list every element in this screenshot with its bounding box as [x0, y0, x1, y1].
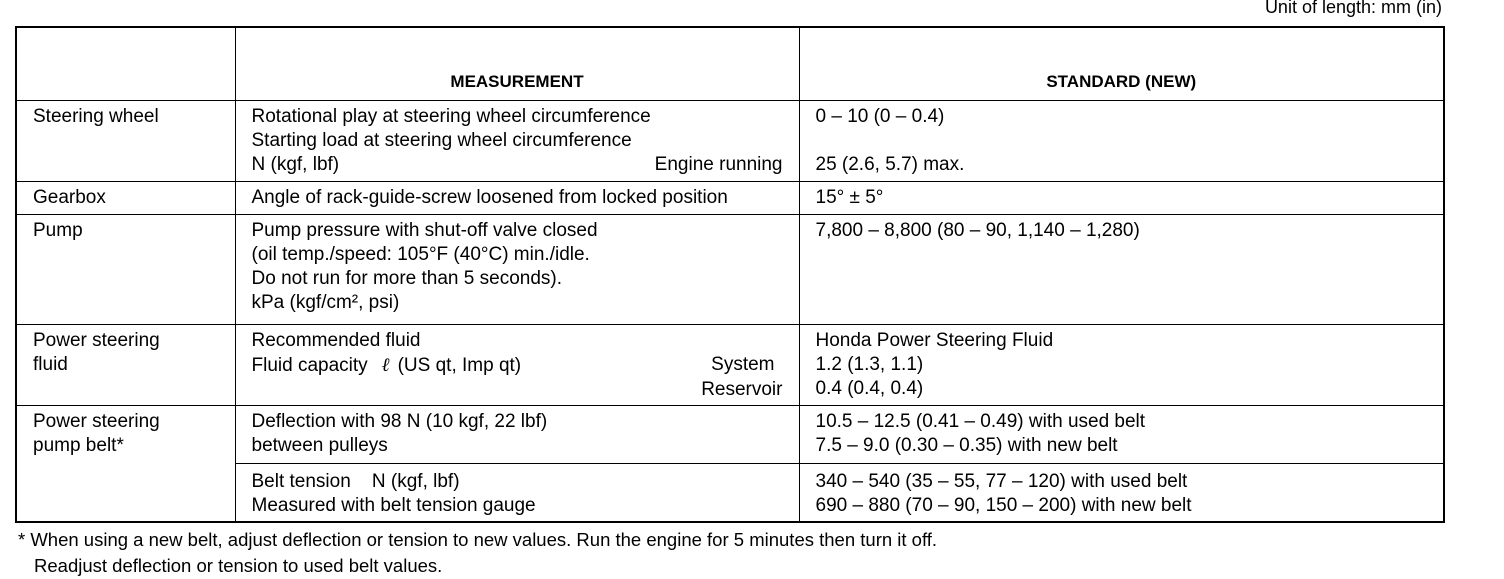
category-label: Power steering [33, 330, 160, 351]
standard-value: 690 – 880 (70 – 90, 150 – 200) with new belt [815, 495, 1192, 516]
standard-cell [799, 215, 1444, 325]
measurement-units: N (kgf, lbf) [251, 154, 340, 175]
standard-cell [799, 325, 1444, 406]
table-row [16, 215, 1444, 325]
liter-symbol: ℓ [381, 354, 390, 376]
footnote-line: Readjust deflection or tension to used belt values. [34, 555, 443, 576]
measurement-line: Starting load at steering wheel circumference [251, 130, 632, 151]
measurement-line: Do not run for more than 5 seconds). [251, 268, 562, 289]
row-category [16, 182, 235, 215]
standard-value: 340 – 540 (35 – 55, 77 – 120) with used belt [815, 471, 1188, 492]
category-label: Pump [33, 220, 83, 241]
measurement-condition: System [711, 354, 775, 375]
standard-value: 10.5 – 12.5 (0.41 – 0.49) with used belt [815, 411, 1146, 432]
fluid-capacity-label [252, 353, 522, 378]
row-category [16, 325, 235, 406]
measurement-line: (oil temp./speed: 105°F (40°C) min./idle. [251, 244, 590, 265]
standard-value: 15° ± 5° [815, 187, 884, 208]
standard-value: Honda Power Steering Fluid [815, 330, 1054, 351]
category-label: Power steering [33, 411, 160, 432]
measurement-cell [235, 406, 799, 464]
standard-value: 7.5 – 9.0 (0.30 – 0.35) with new belt [815, 435, 1118, 456]
standard-value: 7,800 – 8,800 (80 – 90, 1,140 – 1,280) [815, 220, 1140, 241]
measurement-line: Rotational play at steering wheel circumference [251, 106, 651, 127]
measurement-line: Angle of rack-guide-screw loosened from locked position [251, 187, 728, 208]
category-label: pump belt* [33, 435, 124, 456]
standard-value: 0.4 (0.4, 0.4) [815, 378, 924, 399]
category-label: Gearbox [33, 187, 106, 208]
category-label: Steering wheel [33, 106, 159, 127]
spacer [816, 129, 1428, 153]
measurement-line: Recommended fluid [251, 330, 421, 351]
row-category [16, 215, 235, 325]
footnote [18, 527, 937, 579]
measurement-line [252, 353, 783, 378]
standard-value: 25 (2.6, 5.7) max. [815, 154, 965, 175]
capacity-text: Fluid capacity [251, 355, 368, 376]
standard-value: 1.2 (1.3, 1.1) [815, 354, 924, 375]
table-row [16, 182, 1444, 215]
footnote-line: * When using a new belt, adjust deflection or tension to new values. Run the engine for 5 minutes then turn it off. [18, 529, 938, 550]
category-label: fluid [33, 354, 68, 375]
standard-value: 0 – 10 (0 – 0.4) [815, 106, 945, 127]
unit-note: Unit of length: mm (in) [1264, 0, 1442, 17]
measurement-cell [235, 101, 799, 182]
table-row [16, 325, 1444, 406]
table-row [16, 406, 1444, 464]
standard-cell [799, 101, 1444, 182]
header-measurement: MEASUREMENT [235, 27, 799, 101]
measurement-line: kPa (kgf/cm², psi) [251, 292, 400, 313]
measurement-condition: Reservoir [701, 379, 783, 400]
measurement-line: Measured with belt tension gauge [251, 495, 536, 516]
measurement-line: Belt tension N (kgf, lbf) [251, 471, 460, 492]
standard-cell [799, 406, 1444, 464]
header-category [16, 27, 235, 101]
measurement-cell [235, 215, 799, 325]
measurement-condition: Engine running [654, 154, 783, 175]
measurement-line [252, 378, 783, 402]
standard-cell [799, 182, 1444, 215]
measurement-cell [235, 182, 799, 215]
specifications-table [15, 26, 1445, 523]
row-category [16, 406, 235, 522]
measurement-line [252, 153, 783, 177]
header-row [16, 27, 1444, 101]
measurement-line: Deflection with 98 N (10 kgf, 22 lbf) [251, 411, 548, 432]
measurement-line: between pulleys [251, 435, 388, 456]
measurement-cell [235, 464, 799, 522]
standard-cell [799, 464, 1444, 522]
capacity-units: (US qt, Imp qt) [397, 355, 522, 376]
measurement-cell [235, 325, 799, 406]
row-category [16, 101, 235, 182]
table-row [16, 101, 1444, 182]
measurement-line: Pump pressure with shut-off valve closed [251, 220, 598, 241]
header-standard: STANDARD (NEW) [799, 27, 1444, 101]
